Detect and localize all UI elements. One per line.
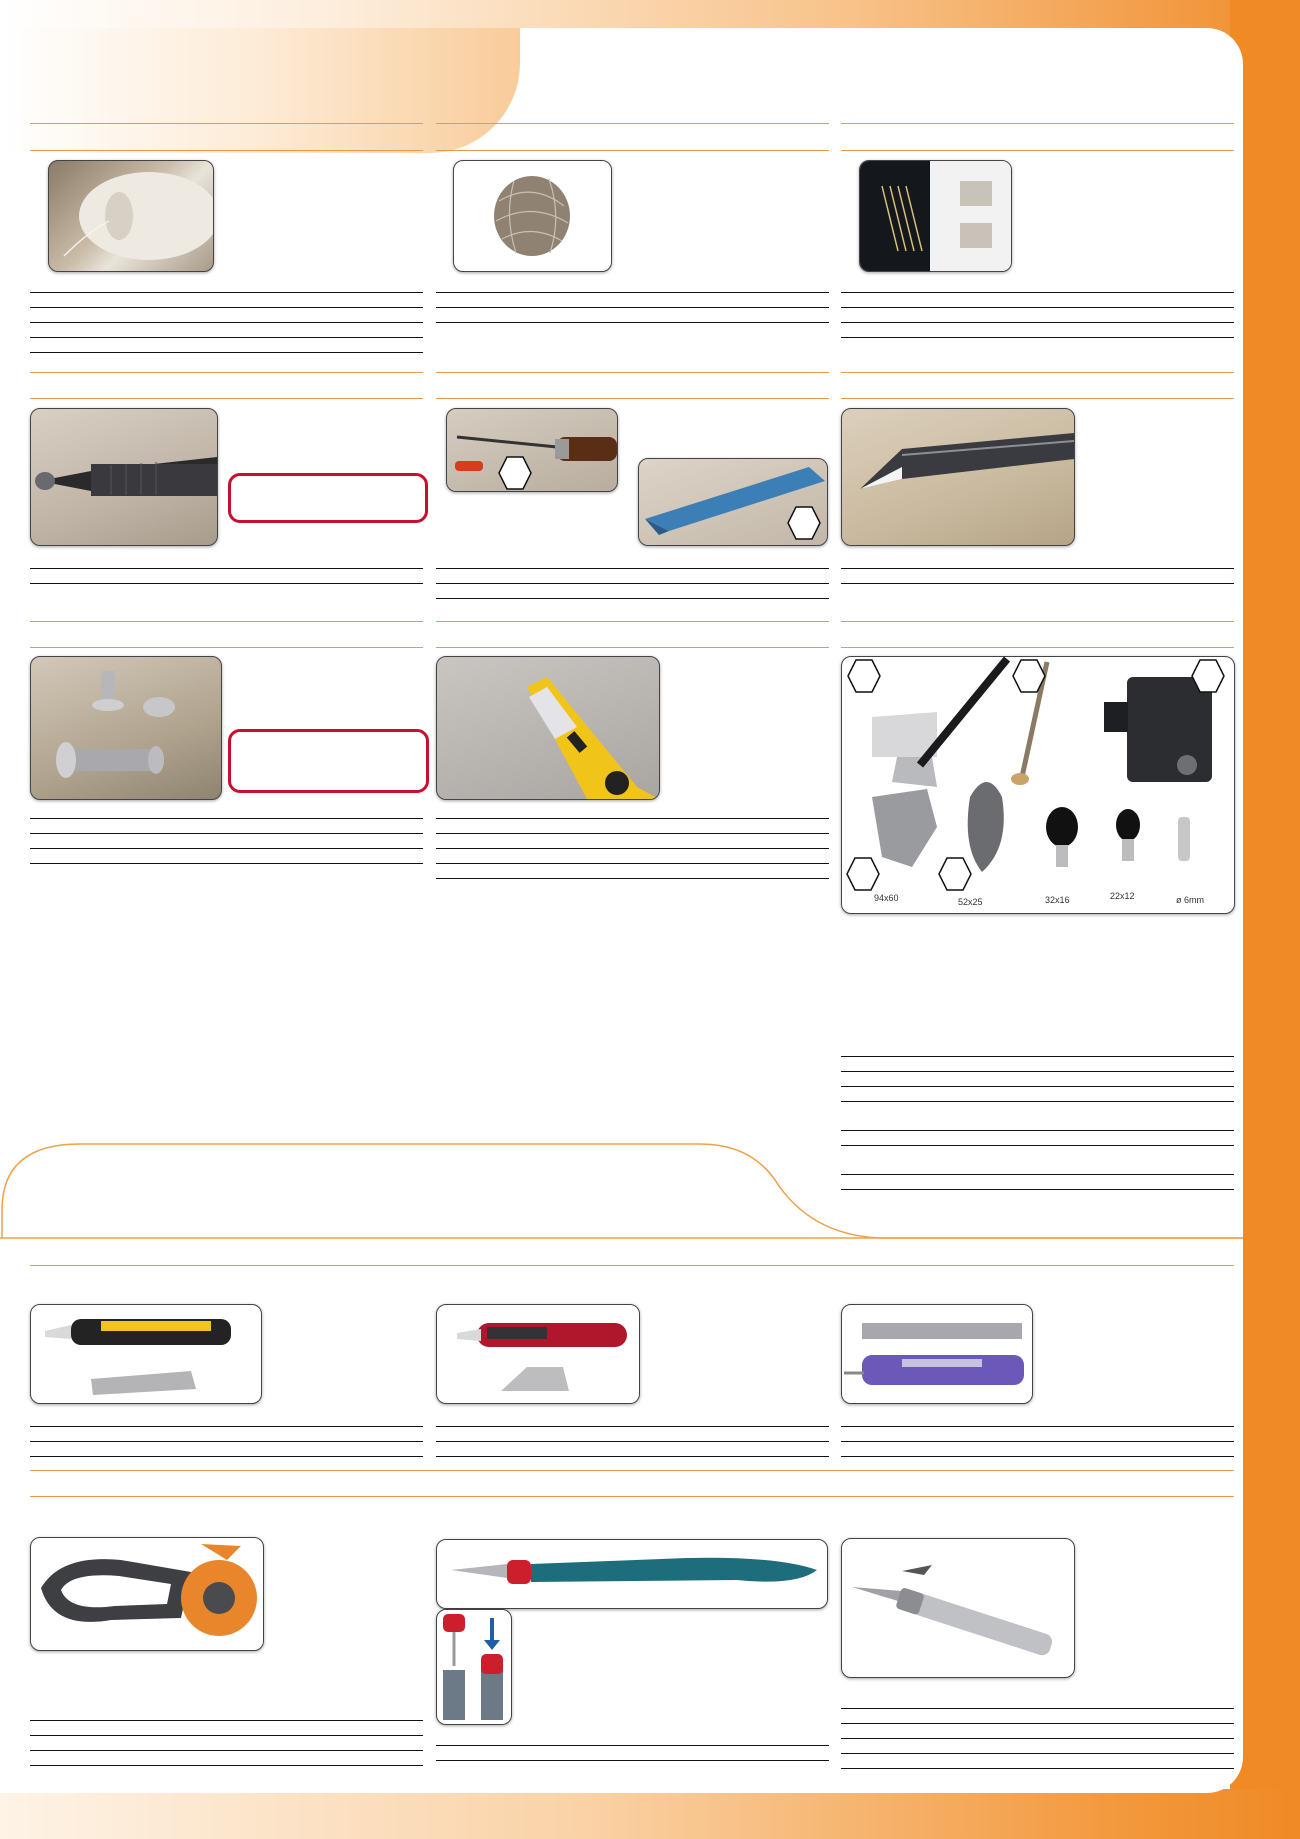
rotary-cutter-icon [30,1537,264,1651]
control-marker-hexagon [1191,659,1225,693]
needle-pack-icon [859,160,1012,272]
iron-marker-hexagon [847,659,881,693]
tip-size-label: ø 6mm [1176,895,1204,905]
file-marker-hexagon [787,506,821,540]
scalpel-icon [436,1539,828,1609]
blade-change-icon [436,1609,512,1725]
awl-marker-hexagon [498,456,532,490]
tip-marker-hexagon [846,857,880,891]
header-tab [0,28,520,153]
skiving-knife-icon [841,408,1075,546]
awl-icon [446,408,618,492]
purple-cutter-icon [841,1304,1033,1404]
section-header-tab [0,1140,1243,1240]
tip-marker-hexagon [938,857,972,891]
screw-post-icon [30,656,222,800]
hollow-punch-icon [30,408,218,546]
screws-callout-box [228,729,429,793]
box-cutter-icon [30,1304,262,1404]
twine-ball-icon [453,160,612,272]
page-footer-band [0,1789,1300,1839]
thread-spool-icon [48,160,214,272]
soldering-iron-icon [841,656,1235,914]
tip-size-label: 94x60 [874,893,899,903]
safety-cutter-icon [436,1304,640,1404]
tip-size-label: 32x16 [1045,895,1070,905]
cutter-icon [436,656,660,800]
punch-callout-box [228,473,428,523]
craft-knife-icon [841,1538,1075,1678]
tip-size-label: 22x12 [1110,891,1135,901]
tip-size-label: 52x25 [958,897,983,907]
pen-marker-hexagon [1012,659,1046,693]
